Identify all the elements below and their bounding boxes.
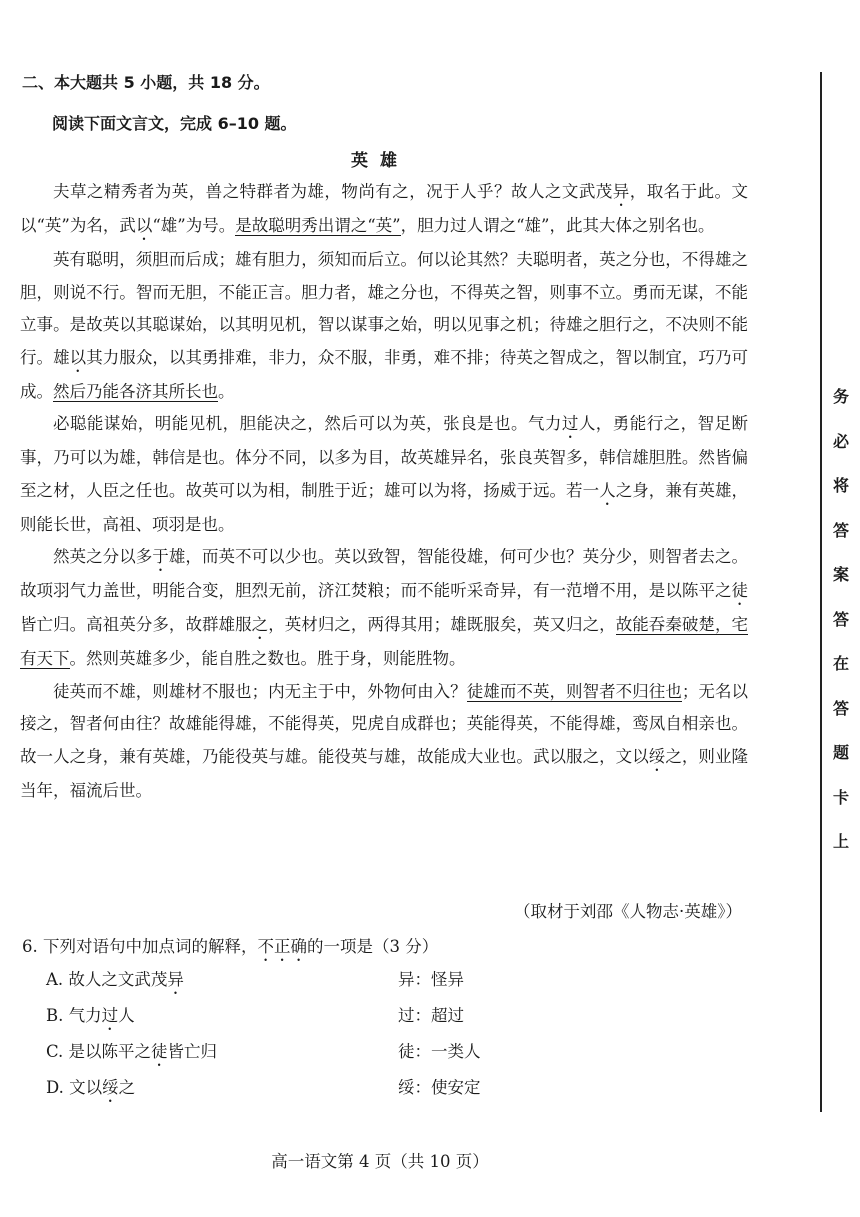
passage-text: 其力服众，以其勇排难，非力，众不服，非勇，难不排；待英之智成之，智以制宜，巧乃可成。 bbox=[20, 347, 749, 401]
option-c[interactable] bbox=[46, 1037, 566, 1073]
stem-post: 的一项是（3 分） bbox=[307, 937, 439, 956]
dotted-word: 人 bbox=[599, 480, 616, 500]
passage-text: 必聪能谋始，明能见机，胆能决之，然后可以为英，张良是也。气力 bbox=[53, 414, 562, 433]
reading-instruction: 阅读下面文言文，完成 6–10 题。 bbox=[52, 114, 297, 133]
underlined-sentence: 徒雄而不英，则智者不归往也 bbox=[466, 681, 682, 701]
passage-text: “雄”为号。 bbox=[152, 216, 236, 235]
dotted-word: 于 bbox=[152, 547, 169, 566]
side-char: 答 bbox=[832, 520, 849, 540]
dotted-word: 以 bbox=[135, 216, 153, 235]
side-char: 将 bbox=[832, 476, 849, 495]
option-text: 是以陈平之 bbox=[68, 1042, 152, 1061]
binding-margin-line bbox=[820, 72, 822, 1112]
passage-title: 英雄 bbox=[351, 151, 409, 171]
option-text: 故人之文武茂 bbox=[68, 970, 168, 989]
passage-text: 。然则英雄多少，能自胜之数也。胜于身，则能胜物。 bbox=[69, 649, 466, 668]
option-gloss: 徒：一类人 bbox=[398, 1042, 481, 1061]
side-char: 案 bbox=[832, 565, 849, 584]
side-char: 上 bbox=[832, 832, 849, 851]
passage-text: 然英之分以多 bbox=[53, 547, 153, 566]
passage-paragraph-3 bbox=[20, 408, 748, 541]
passage-text: ；无名以接之，智者何由往？故雄能得雄，不能得英，兕虎自成群也；英能得英，不能得雄，鸾凤自相亲也。故一人之身，兼有英雄，乃能役英与雄。能役英与雄，故能成大业也。武以服之，文以 bbox=[20, 681, 749, 766]
option-letter: B. bbox=[46, 1006, 64, 1025]
dotted-word: 之 bbox=[251, 615, 269, 634]
passage-text: ，英材归之，两得其用；雄既服矣，英又归之， bbox=[268, 615, 616, 634]
stem-pre: 6. 下列对语句中加点词的解释， bbox=[22, 937, 258, 956]
passage-text: ，胆力过人谓之“雄”，此其大体之别名也。 bbox=[400, 216, 715, 235]
passage-text: 之身，兼有英雄，则能长世，高祖、项羽是也。 bbox=[20, 480, 749, 534]
passage-text: 皆亡归。高祖英分多，故群雄服 bbox=[20, 615, 252, 634]
dotted-word: 徒 bbox=[731, 581, 748, 600]
source-citation: （取材于刘邵《人物志·英雄》） bbox=[514, 902, 742, 921]
side-char: 在 bbox=[832, 654, 849, 673]
dotted-word: 过 bbox=[561, 414, 579, 433]
side-char: 答 bbox=[832, 698, 849, 718]
passage-paragraph-4 bbox=[20, 541, 748, 676]
option-letter: C. bbox=[46, 1042, 64, 1061]
side-char: 卡 bbox=[832, 787, 849, 807]
underlined-sentence: 然后乃能各济其所长也 bbox=[53, 381, 218, 401]
option-b[interactable] bbox=[46, 1001, 566, 1037]
option-a[interactable] bbox=[46, 965, 566, 1001]
option-gloss: 异：怪异 bbox=[398, 970, 464, 989]
option-text: 文以 bbox=[69, 1078, 103, 1097]
question-6-options bbox=[46, 965, 566, 1109]
option-dotted-word: 徒 bbox=[151, 1042, 168, 1061]
passage-text: 雄，而英不可以少也。英以致智，智能役雄，何可少也？英分少，则智者去之。故项羽气力盖世，明能合变，胆烈无前，济江焚粮；而不能听采奇异，有一范增不用，是以陈平之 bbox=[20, 547, 749, 600]
side-char: 题 bbox=[832, 743, 849, 762]
dotted-word: 以 bbox=[69, 347, 87, 367]
option-letter: D. bbox=[46, 1078, 64, 1097]
side-notice bbox=[826, 382, 856, 872]
option-text-tail: 皆亡归 bbox=[167, 1042, 218, 1061]
option-d[interactable] bbox=[46, 1073, 566, 1109]
passage-text: ，取名于此。文以“英”为名，武 bbox=[20, 182, 749, 235]
passage-text: 。 bbox=[218, 381, 235, 401]
passage-text: 徒英而不雄，则雄材不服也；内无主于中，外物何由入？ bbox=[53, 681, 467, 701]
stem-key: 不正确 bbox=[257, 937, 307, 956]
classical-passage bbox=[20, 176, 748, 807]
side-char: 必 bbox=[832, 431, 849, 451]
passage-paragraph-1 bbox=[20, 176, 748, 244]
page-footer: 高一语文第 4 页（共 10 页） bbox=[271, 1152, 489, 1171]
passage-paragraph-2 bbox=[20, 244, 748, 408]
passage-text: 之，则业隆当年，福流后世。 bbox=[20, 746, 749, 800]
option-gloss: 绥：使安定 bbox=[398, 1078, 481, 1097]
option-gloss: 过：超过 bbox=[398, 1006, 464, 1025]
side-char: 务 bbox=[832, 387, 849, 406]
option-dotted-word: 过 bbox=[101, 1006, 119, 1025]
option-text-tail: 人 bbox=[118, 1006, 135, 1025]
underlined-sentence: 是故聪明秀出谓之“英” bbox=[235, 216, 401, 235]
option-dotted-word: 异 bbox=[167, 970, 184, 989]
passage-text: 英有聪明，须胆而后成；雄有胆力，须知而后立。何以论其然？夫聪明者，英之分也，不得雄之胆，则说不行。智而无胆，不能正言。胆力者，雄之分也，不得英之智，则事不立。勇而无谋，不能立事。是故英以其聪谋始，以其明见机，智以谋事之始，明以见事之机；待雄之胆行之，不决则不能行。雄 bbox=[20, 250, 748, 367]
option-text: 气力 bbox=[68, 1006, 102, 1025]
dotted-word: 异 bbox=[612, 182, 630, 201]
option-dotted-word: 绥 bbox=[102, 1078, 119, 1097]
dotted-word: 绥 bbox=[648, 746, 666, 766]
underlined-sentence: 故能吞秦破楚，宅有天下 bbox=[20, 615, 749, 668]
side-char: 答 bbox=[832, 609, 849, 629]
option-text-tail: 之 bbox=[118, 1078, 136, 1097]
option-letter: A. bbox=[46, 970, 64, 989]
passage-text: 人，勇能行之，智足断事，乃可以为雄，韩信是也。体分不同，以多为目，故英雄异名，张良英智多，韩信雄胆胜。然皆偏至之材，人臣之任也。故英可以为相，制胜于近；雄可以为将，扬威于远。若一 bbox=[20, 414, 749, 500]
question-6-stem bbox=[22, 933, 438, 965]
passage-text: 夫草之精秀者为英，兽之特群者为雄，物尚有之，况于人乎？故人之文武茂 bbox=[53, 182, 613, 201]
passage-paragraph-5 bbox=[20, 676, 748, 808]
section-heading: 二、本大题共 5 小题，共 18 分。 bbox=[22, 73, 270, 92]
